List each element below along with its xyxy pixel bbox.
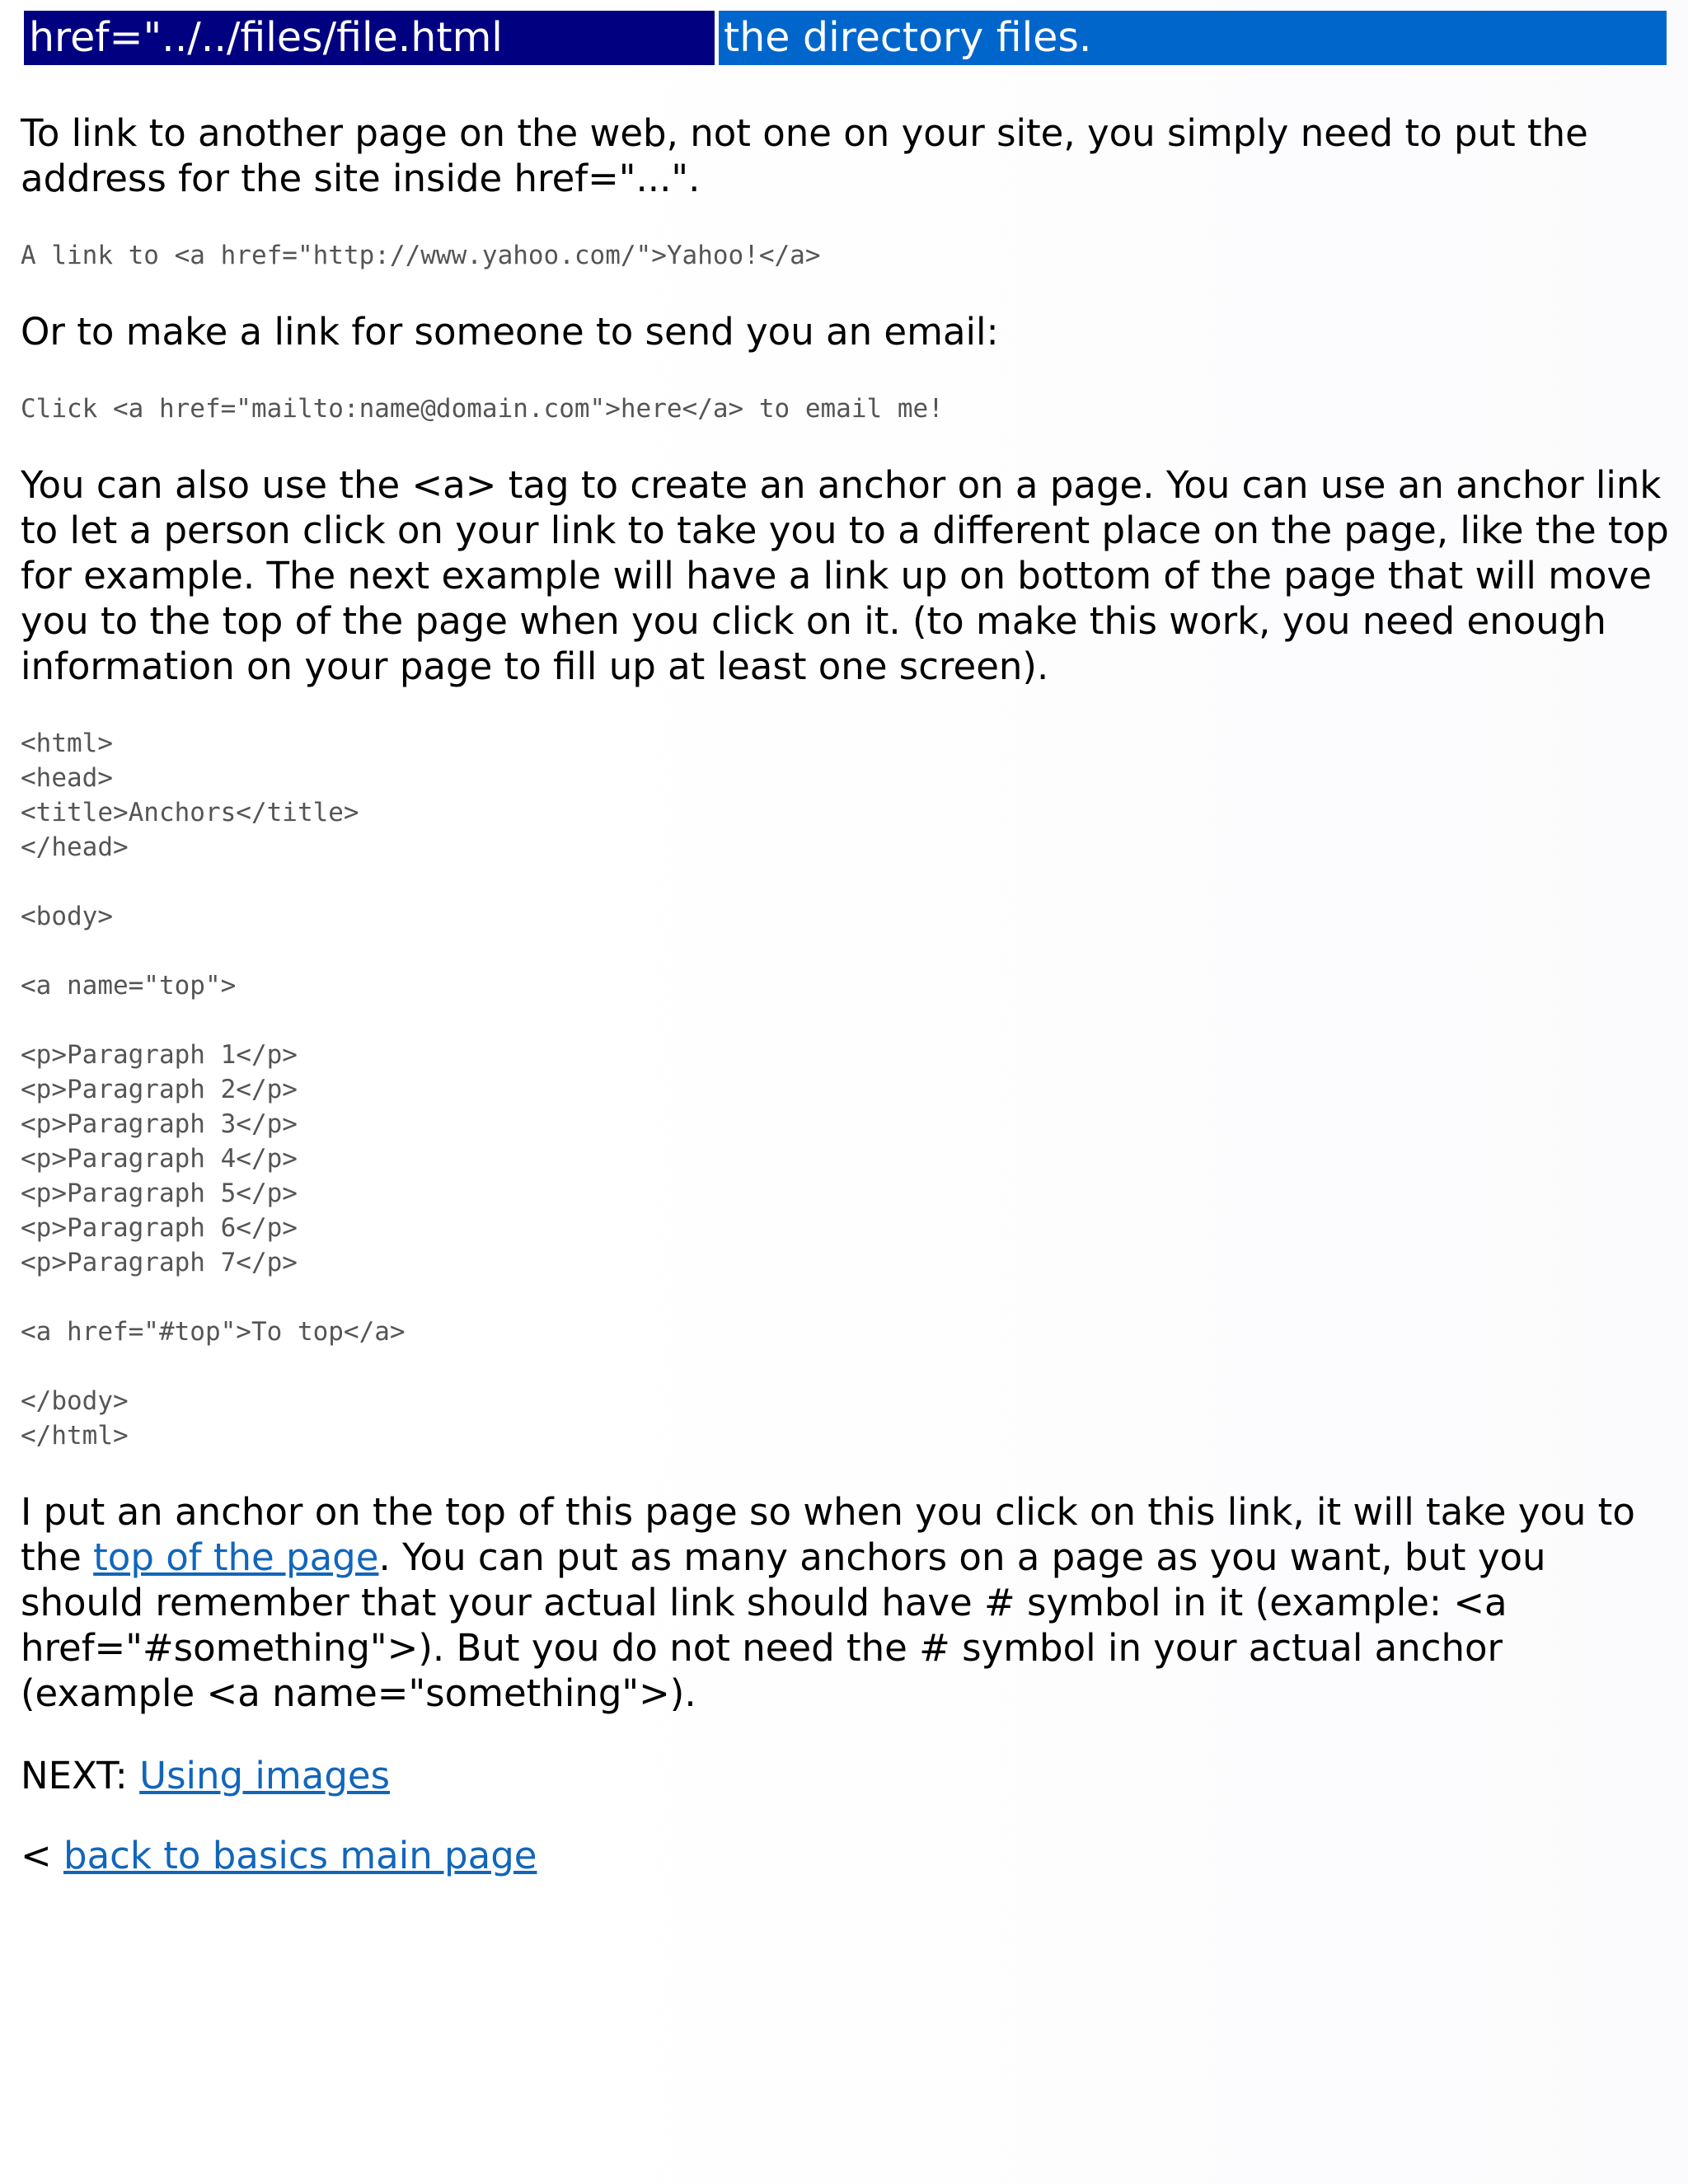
back-navigation (21, 1833, 1669, 1878)
email-link-paragraph: Or to make a link for someone to send you an email: (21, 310, 999, 354)
table-cell-description: the directory files. (719, 11, 1667, 65)
back-to-basics-link[interactable]: back to basics main page (63, 1834, 537, 1877)
back-prefix: < (21, 1834, 64, 1877)
anchor-explanation-text-after: . You can put as many anchors on a page as you want, but you should remember that your actual link should have # symbol in it (example: <a href="#something">). But you do not need the # symbol in your actual anchor (example <a name="something">). (21, 1535, 1546, 1715)
next-navigation (21, 1753, 1669, 1798)
header-table-row (24, 11, 1667, 65)
content-area (21, 11, 1669, 1913)
next-prefix: NEXT: (21, 1754, 140, 1797)
anchor-explanation-text-before: I put an anchor on the top of this page so when you click on this link, it will take you to the (21, 1490, 1635, 1579)
anchor-intro-paragraph: You can also use the <a> tag to create an anchor on a page. You can use an anchor link to let a person click on your link to take you to a different place on the page, like the top for example. The next example will have a link up on bottom of the page that will move you to the top of the page when you click on it. (to make this work, you need enough information on your page to fill up at least one screen). (21, 463, 1669, 688)
table-cell-path: href="../../files/file.html (24, 11, 715, 65)
anchor-explanation-paragraph (21, 1489, 1669, 1716)
anchor-example-code: <html> <head> <title>Anchors</title> </head> <body> <a name="top"> <p>Paragraph 1</p> <p>Paragraph 2</p> <p>Paragraph 3</p> <p>Paragraph 4</p> <p>Paragraph 5</p> <p>Paragraph 6</p> <p>Paragraph 7</p> <a href="#top">To top</a> </body> </html> (21, 729, 406, 1451)
external-link-code: A link to <a href="http://www.yahoo.com/">Yahoo!</a> (21, 241, 821, 270)
using-images-link[interactable]: Using images (139, 1754, 391, 1797)
external-link-paragraph: To link to another page on the web, not one on your site, you simply need to put the address for the site inside href="...". (21, 111, 1588, 200)
email-link-code: Click <a href="mailto:name@domain.com">here</a> to email me! (21, 394, 944, 424)
top-of-page-link[interactable]: top of the page (93, 1535, 379, 1579)
